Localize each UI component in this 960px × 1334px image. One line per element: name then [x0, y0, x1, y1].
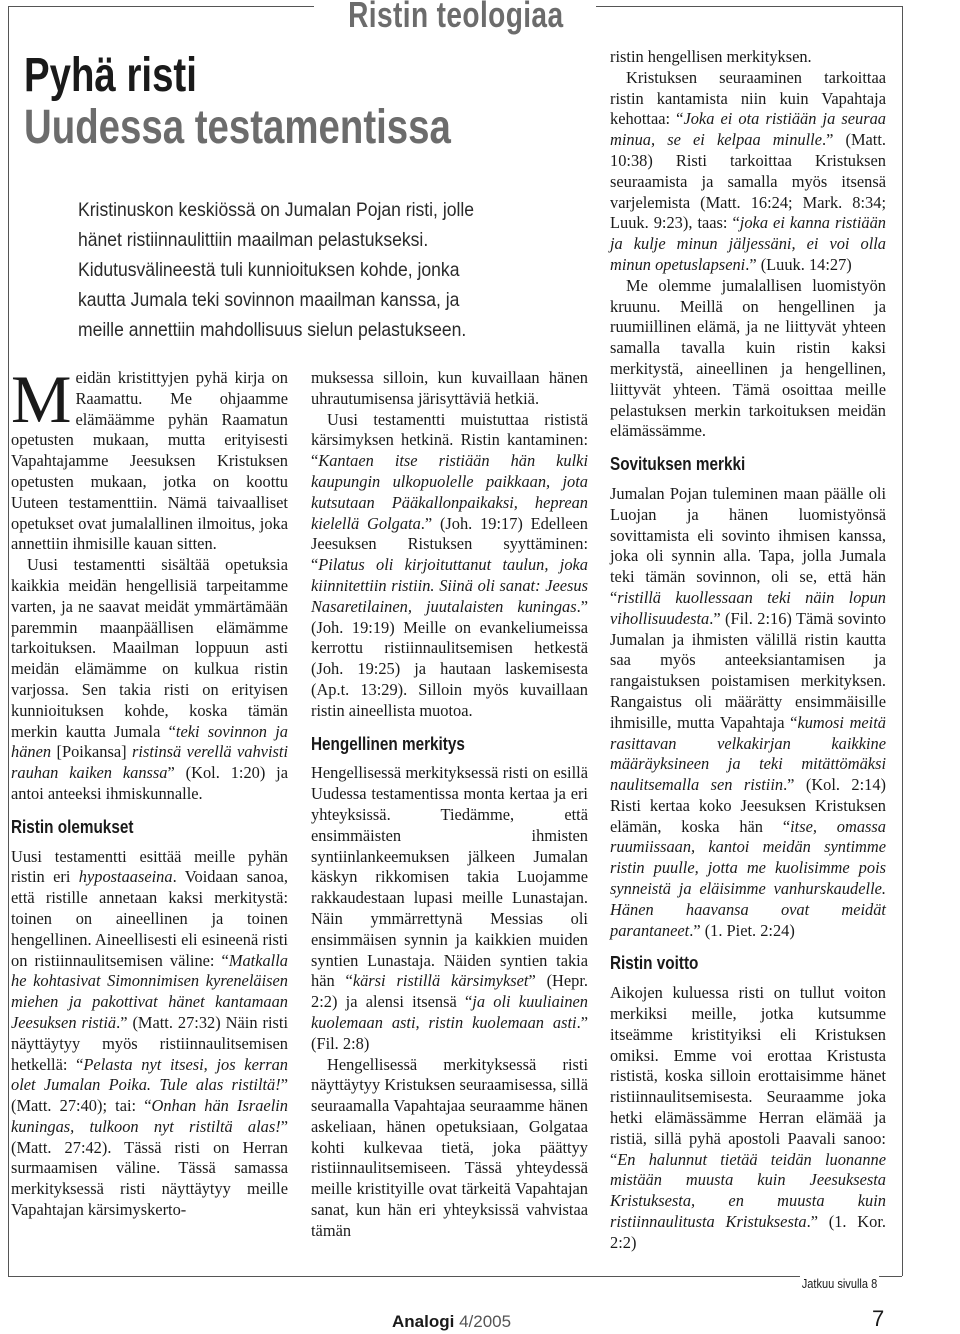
drop-cap: M	[11, 361, 72, 437]
paragraph: Me olemme jumalallisen luomistyön kruunu. Meillä on hengellinen ja ruumiillinen elämä, ja ne liittyvät yhteen samalla tavalla kuin ristin kaksi merkitystä, aineellinen ja hengellinen, liittyvät yhteen. Tämä osoittaa meille pelastuksen merkin tarkoituksen meidän elämässämme.	[610, 275, 886, 441]
subheading-sovitus: Sovituksen merkki	[610, 454, 746, 475]
paragraph: muksessa silloin, kun kuvaillaan hänen uhrautumisensa järisyttäviä hetkiä.	[311, 368, 588, 408]
intro-paragraph: Meidän kristittyjen pyhä kirja on Raamattu. Me ohjaamme elämäämme pyhän Raamatun opetusten mukaan, mutta erityisesti Vapahtajamme Jeesuksen Kristuksen opetusten mukaan, jotka on koottu Uuteen testamenttiin. Nämä taivaalliset opetukset ovat jumalallinen ilmoitus, joka annettiin ihmisille kauan sitten.	[11, 361, 288, 554]
paragraph: Aikojen kuluessa risti on tullut voiton merkiksi meille, jotka kutsumme itseämme kristityiksi eli Kristuksen omiksi. Emme voi erottaa Kristusta rististä, koska silloin erottaisimme hänet ristiinnaulitsemisesta. Seuraamme joka hetki elämässämme Herran elämää ja ristiä, sillä pyhä apostoli Paavali sanoo: “En halunnut tietää teidän luonanne mistään muusta kuin Jeesuksesta Kristuksesta, en muusta kuin ristiinnaulitusta Kristuksesta.” (1. Kor. 2:2)	[610, 983, 886, 1252]
lead-line: kautta Jumala teki sovinnon maailman kanssa, ja	[78, 289, 460, 311]
frame-top-right	[596, 6, 902, 7]
paragraph: Jumalan Pojan tuleminen maan päälle oli Luojan ja hänen luomistyönsä sovittamista eli sovinto ihmisen kanssa, joka oli synnin alla. Tapa, jolla Jumala teki tämän sovinnon, oli se, että hän “ristillä kuollessaan teki näin lopun vihollisuudesta.” (Fil. 2:16) Tämä sovinto Jumalan ja ihmisten välillä ristin kautta saa myös anteeksiantamisen ja rangaistuksen poistamisen merkityksen. Rangaistus oli määrätty ensimmäisille ihmisille, mutta Vapahtaja “kumosi meitä rasittavan velkakirjan kaikkine määräyksineen ja teki mitättömäksi naulitsemalla sen ristiin.” (Kol. 2:14) Risti kertaa koko Jeesuksen Kristuksen elämän, koska hän “itse, omassa ruumiissaan, kantoi meidän syntimme ristin puulle, jotta me kuolisimme pois synneistä ja eläisimme vanhurskaudelle. Hänen haavansa ovat meidät parantaneet.” (1. Piet. 2:24)	[610, 483, 887, 940]
lead-line: Kidutusvälineestä tuli kunnioituksen kohde, jonka	[78, 259, 460, 281]
column-1	[11, 361, 289, 1221]
subheading-merkitys: Hengellinen merkitys	[311, 733, 465, 754]
paragraph: Hengellisessä merkityksessä risti on esillä Uudessa testamentissa monta kertaa ja eri yhteyksissä. Tiedämme, että ensimmäisten ihmisten syntiinlankeemuksen jälkeen Jumalan käskyn rikkomisen takia Luojamme rakkaudestaan lupasi meille Lunastajan. Näin ymmärrettynä Messias oli ensimmäisen synnin ja kaikkien muiden syntien Lunastaja. Näiden syntien takia hän “kärsi ristillä kärsimykset” (Hepr. 2:2) ja alensi itsensä “ja oli kuuliainen kuolemaan asti, ristin kuolemaan asti.” (Fil. 2:8)	[311, 763, 588, 1053]
title-line-2: Uudessa testamentissa	[24, 101, 451, 154]
paragraph: Hengellisessä merkityksessä risti näyttäytyy Kristuksen seuraamisessa, sillä seuraamalla Vapahtajaa seuraamme hänen askeliaan, hänen opetuksiaan, Golgataa kohti kulkevaa tietä, joka päättyy ristiinnaulitsemiseen. Tässä yhteydessä meille kristityille ovat tärkeitä Vapahtajan sanat, kun hän eri yhteyksissä vahvistaa tämän	[311, 1054, 588, 1240]
paragraph: Uusi testamentti sisältää opetuksia kaikkia meidän hengellisiä tarpeitamme varten, ja ne saavat meidät ymmärtämään paremmin maanpäällisen elämämme tarkoituksen. Maailman loppuun asti meidän elämämme on kulkua ristin varjossa. Sen takia risti on erityisen kunnioituksen kohde, koska tämän merkin kautta Jumala “teki sovinnon ja hänen [Poikansa] ristinsä verellä vahvisti rauhan kaiken kanssa” (Kol. 1:20) ja antoi anteeksi ihmiskunnalle.	[11, 555, 288, 803]
subheading-voitto: Ristin voitto	[610, 953, 699, 974]
title-line-1: Pyhä risti	[24, 49, 197, 102]
magazine-name: Analogi	[392, 1312, 455, 1331]
column-2	[311, 368, 588, 1242]
article-title	[24, 50, 558, 154]
frame-bottom	[8, 1276, 902, 1277]
magazine-footer	[392, 1312, 511, 1332]
paragraph: Uusi testamentti esittää meille pyhän ristin eri hypostaaseina. Voidaan sanoa, että ristille annetaan kaksi merkitystä: toinen on aineellinen ja toinen hengellinen. Aineellisesti eli esineenä risti on ristiinnaulitsemisen väline: “Matkalla he kohtasivat Simonnimisen kyreneläisen miehen ja pakottivat hänet kantamaan Jeesuksen ristiä.” (Matt. 27:32) Näin risti näyttäytyy myös ristiinnaulitsemisen hetkellä: “Pelasta nyt itsesi, jos kerran olet Jumalan Poika. Tule alas ristiltä!” (Matt. 27:40); tai: “Onhan hän Israelin kuningas, tulkoon nyt ristiltä alas!” (Matt. 27:42). Tässä risti on Herran surmaamisen väline. Tässä samassa merkityksessä risti näyttäytyy meille Vapahtajan kärsimyskerto-	[11, 846, 289, 1220]
section-heading: Ristin teologiaa	[348, 0, 564, 35]
subheading-olemukset: Ristin olemukset	[11, 816, 134, 837]
continued-note: Jatkuu sivulla 8	[801, 1276, 878, 1291]
column-3	[610, 47, 886, 1254]
issue-number: 4/2005	[454, 1312, 512, 1331]
lead-line: Kristinuskon keskiössä on Jumalan Pojan risti, jolle	[78, 199, 475, 221]
frame-top-left	[8, 6, 314, 7]
paragraph: ristin hengellisen merkityksen.	[610, 47, 812, 66]
frame-left	[8, 6, 9, 1276]
paragraph: Uusi testamentti muistuttaa rististä kärsimyksen hetkinä. Ristin kantaminen: “Kantaen itse ristiään hän kulki kaupungin ulkopuolelle paikkaan, jota kutsutaan Pääkallonpaikaksi, heprean kielellä Golgata.” (Joh. 19:17) Edelleen Jeesuksen Ristuksen syyttäminen: “Pilatus oli kirjoituttanut taulun, joka kiinnitettiin ristiin. Siinä oli sanat: Jeesus Nasaretilainen, juutalaisten kuningas.” (Joh. 19:19) Meille on evankeliumeissa kerrottu ristiinnaulitsemisen hetkestä (Joh. 19:25) ja hautaan laskemisesta (Ap.t. 13:29). Silloin myös kuvaillaan ristin aineellista muotoa.	[311, 409, 588, 720]
lead-line: hänet ristiinnaulittiin maailman pelastukseksi.	[78, 229, 429, 251]
paragraph: Kristuksen seuraaminen tarkoittaa ristin kantamista niin kuin Vapahtaja kehottaa: “Joka ei ota ristiään ja seuraa minua, se ei kelpaa minulle.” (Matt. 10:38) Risti tarkoittaa Kristuksen seuraamista ja samalla myös itsensä varjelemista (Matt. 16:24; Mark. 8:34; Luuk. 9:23), taas: “joka ei kanna ristiään ja kulje minun jäljessäni, ei voi olla minun opetuslapseni.” (Luuk. 14:27)	[610, 67, 887, 274]
frame-right	[902, 6, 903, 1276]
lead-line: meille annettiin mahdollisuus sielun pelastukseen.	[78, 319, 467, 341]
page-number: 7	[872, 1306, 885, 1331]
lead-paragraph	[78, 195, 598, 345]
